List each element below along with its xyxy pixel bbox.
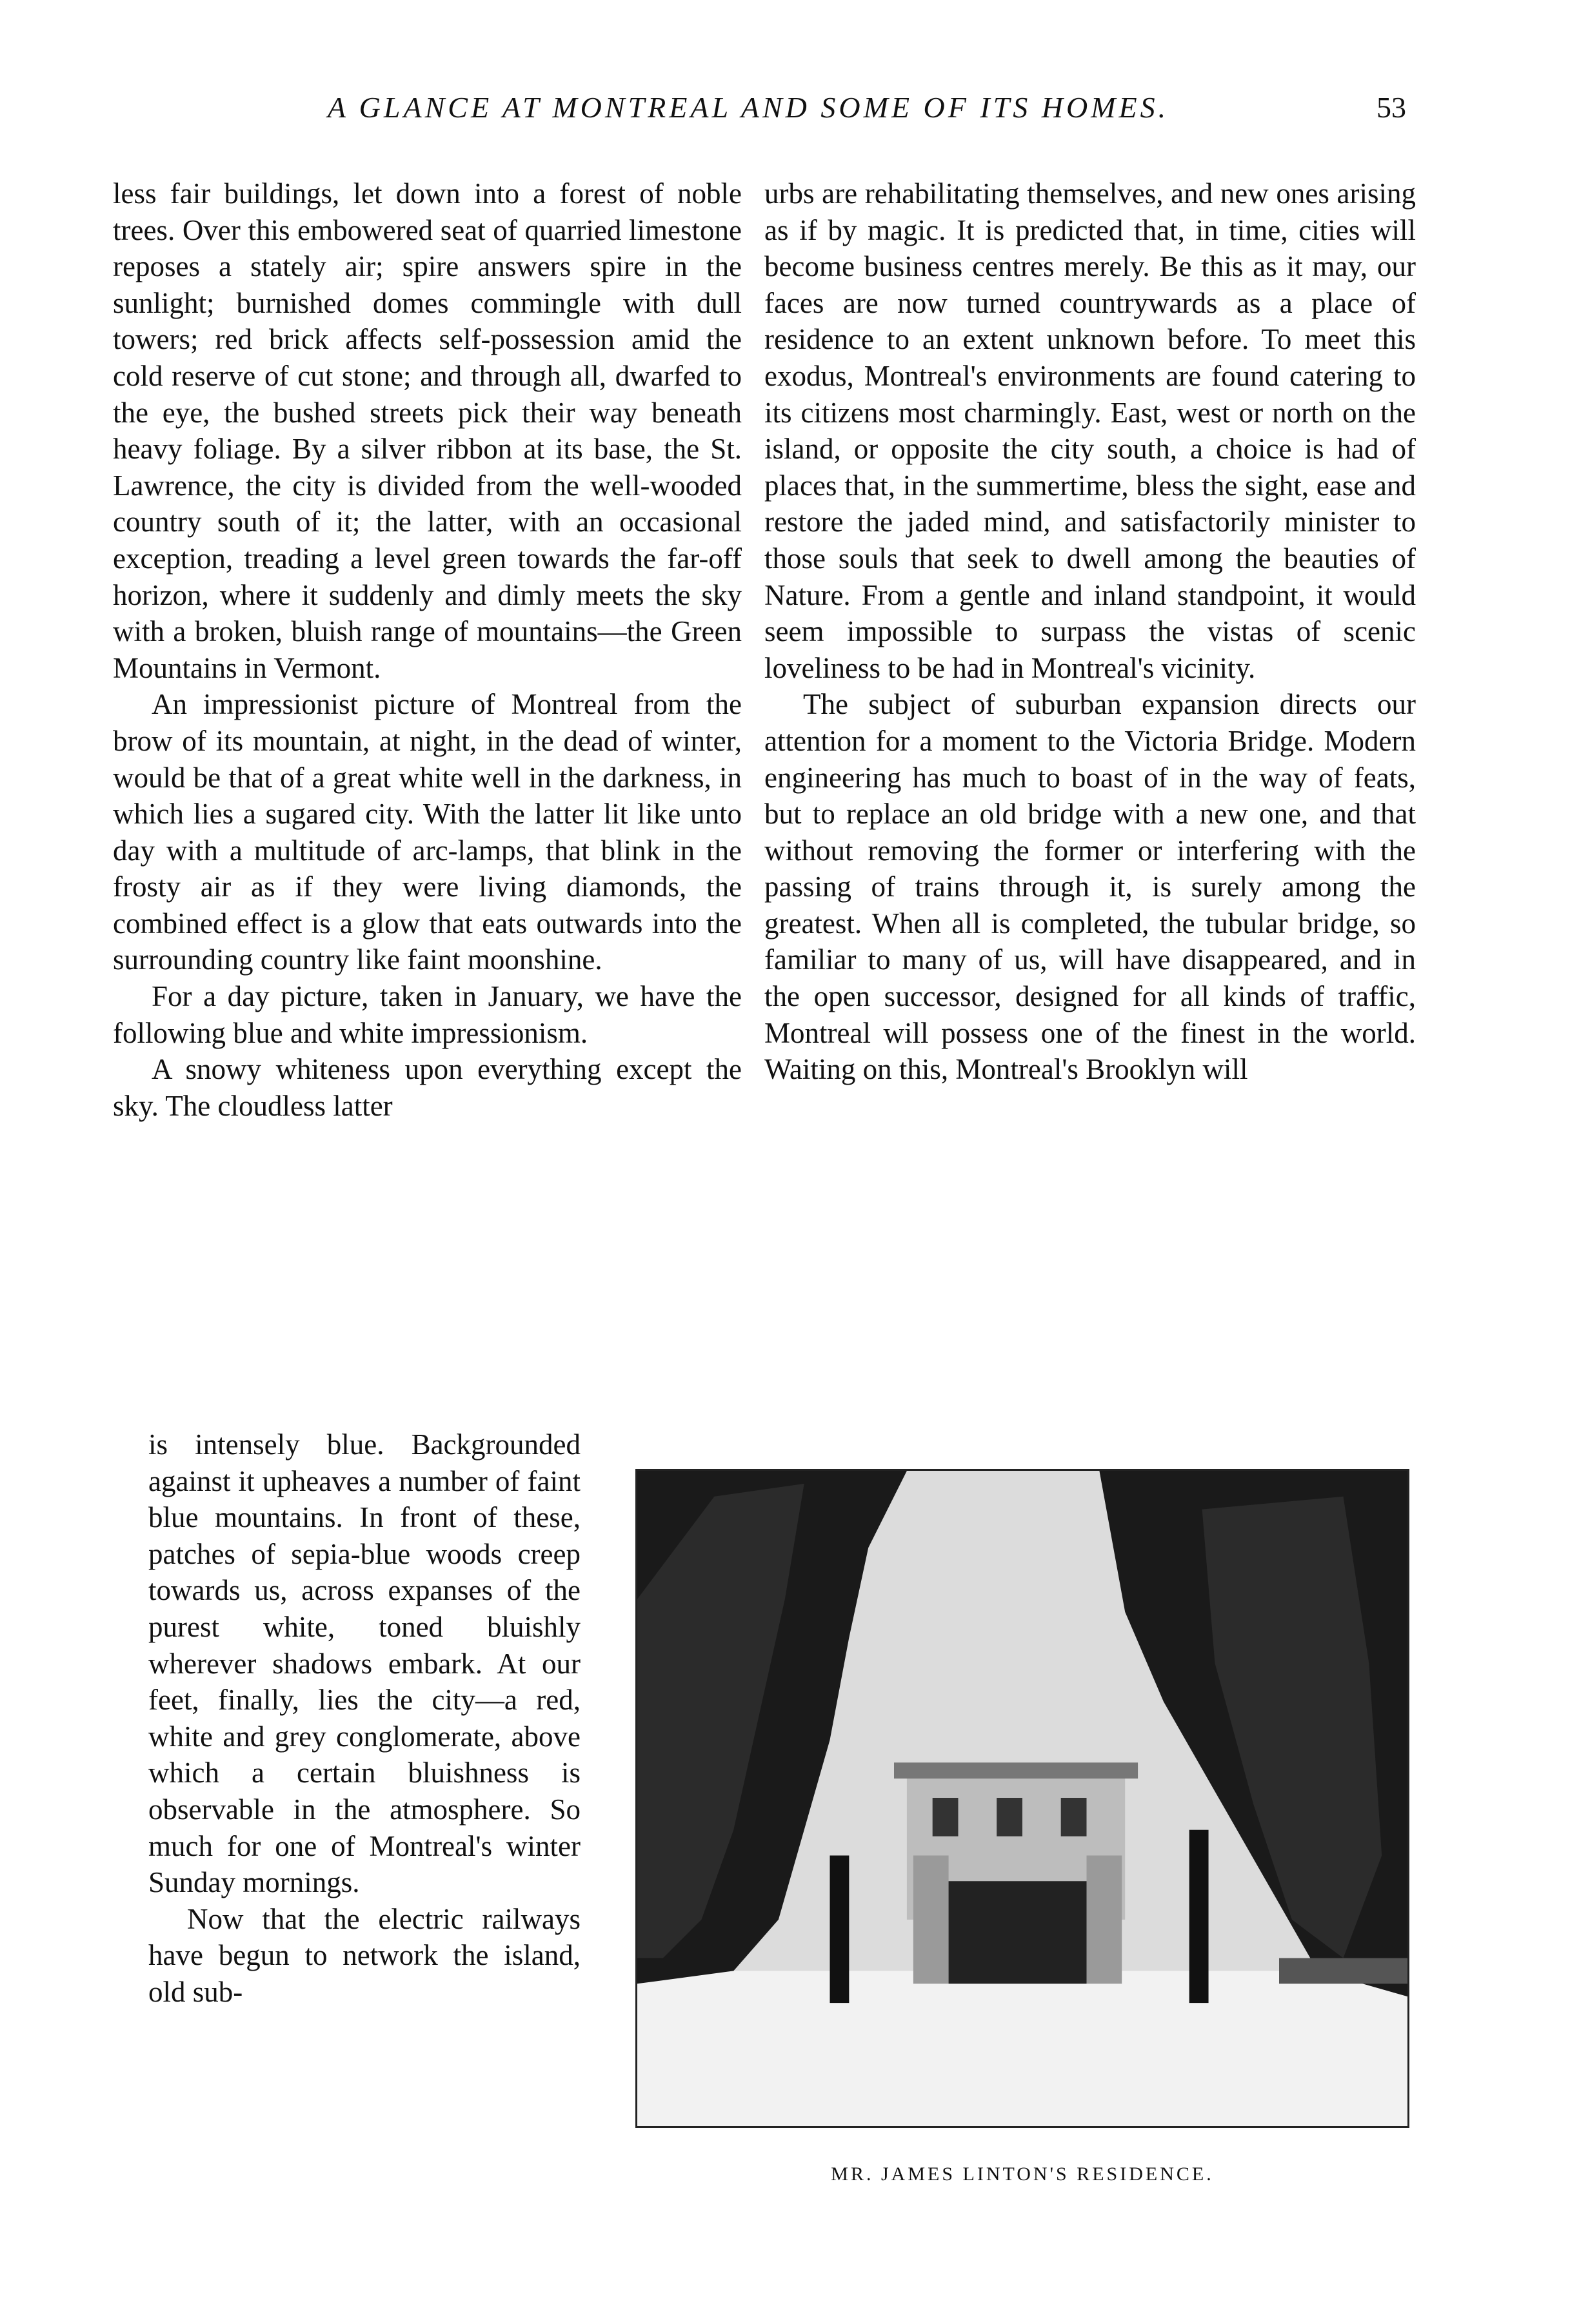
page-header (194, 90, 1406, 142)
house-window (933, 1798, 959, 1837)
paragraph: less fair buildings, let down into a forest of noble trees. Over this embowered seat of quarried limestone reposes a stately air; spire answers spire in the sunlight; burnished domes commingle with dull towers; red brick affects self-possession amid the cold reserve of cut stone; and through all, dwarfed to the eye, the bushed streets pick their way beneath heavy foliage. By a silver ribbon at its base, the St. Lawrence, the city is divided from the well-wooded country south of it; the latter, with an occasional exception, treading a level green towards the far-off horizon, where it suddenly and dimly meets the sky with a broken, bluish range of mountains—the Green Mountains in Vermont. (113, 177, 742, 684)
residence-illustration (637, 1471, 1407, 2126)
snow-ground (637, 1971, 1407, 2126)
paragraph: The subject of suburban expansion directs our attention for a moment to the Victoria Bridge. Modern engineering has much to boast of in the way of feats, but to replace an old bridge with a new one, and that without removing the former or interfering with the passing of trains through it, is surely among the greatest. When all is completed, the tubular bridge, so familiar to many of us, will have disappeared, and in the open successor, designed for all kinds of traffic, Montreal will possess one of the finest in the world. Waiting on this, Montreal's Brooklyn will (764, 688, 1416, 1086)
gate-pillar-right (1087, 1855, 1122, 1984)
gate-opening (949, 1881, 1087, 1984)
paragraph: An impressionist picture of Montreal from the brow of its mountain, at night, in the dead of winter, would be that of a great white well in the darkness, in which lies a sugared city. With the latter lit like unto day with a multitude of arc-lamps, that blink in the frosty air as if they were living diamonds, the combined effect is a glow that eats outwards into the surrounding country like faint moonshine. (113, 688, 742, 976)
fence (1279, 1958, 1407, 1984)
house-window (1061, 1798, 1087, 1837)
tree-trunk (830, 1855, 850, 2003)
paragraph: urbs are rehabilitating themselves, and new ones arising as if by magic. It is predicted that, in time, cities will become business centres merely. Be this as it may, our faces are now turned countrywards as a place of residence to an extent unknown before. To meet this exodus, Montreal's environments are found catering to its citizens most charmingly. East, west or north on the island, or opposite the city south, a choice is had of places that, in the summertime, bless the sight, ease and restore the jaded mind, and satisfactorily minister to those souls that seek to dwell among the beauties of Nature. From a gentle and inland standpoint, it would seem impossible to surpass the vistas of scenic loveliness to be had in Montreal's vicinity. (764, 177, 1416, 684)
paragraph: is intensely blue. Backgrounded against it upheaves a number of faint blue mountains. In front of these, patches of sepia-blue woods creep towards us, across expanses of the purest white, toned bluishly wherever shadows embark. At our feet, finally, lies the city—a red, white and grey conglomerate, above which a certain bluishness is observable in the atmosphere. So much for one of Montreal's winter Sunday mornings. (148, 1428, 581, 1899)
paragraph: For a day picture, taken in January, we have the following blue and white impressionism. (113, 980, 742, 1049)
gate-pillar-left (913, 1855, 949, 1984)
paragraph: Now that the electric railways have begun to network the island, old sub- (148, 1902, 581, 2008)
tree-trunk (1189, 1830, 1209, 2003)
left-column-bottom (148, 1426, 581, 2011)
paragraph: A snowy whiteness upon everything except the sky. The cloudless latter (113, 1053, 742, 1122)
left-column-top (113, 175, 742, 1124)
running-title: A GLANCE AT MONTREAL AND SOME OF ITS HOMES. (327, 91, 1169, 124)
figure-caption: MR. JAMES LINTON'S RESIDENCE. (831, 2163, 1214, 2185)
house-cornice (894, 1762, 1138, 1778)
right-column (764, 175, 1416, 1088)
house-window (997, 1798, 1022, 1837)
residence-photo (635, 1469, 1409, 2128)
page-number: 53 (1376, 91, 1406, 124)
